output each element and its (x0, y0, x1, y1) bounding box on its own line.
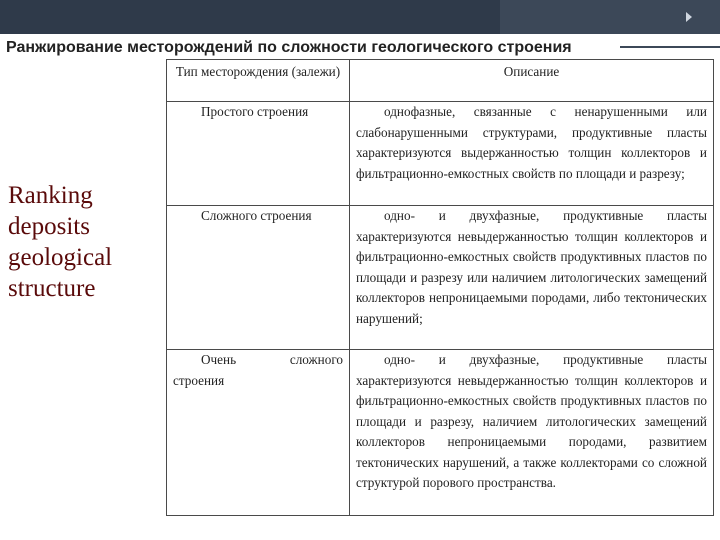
triangle-marker-icon (686, 12, 692, 22)
slide-top-bar (0, 0, 720, 34)
row-type-word: Очень (201, 352, 237, 367)
table-header-row (167, 60, 714, 102)
row-type: Сложного строения (167, 206, 350, 350)
table-row (167, 102, 714, 206)
header-description: Описание (350, 60, 714, 102)
row-description (350, 206, 714, 350)
side-caption (8, 180, 158, 304)
side-caption-line: structure (8, 275, 96, 302)
row-description-text: одно- и двухфазные, продуктивные пласты характеризуются невыдержанностью толщин коллекторов и фильтрационно-емкостных свойств продуктивных пластов по площади и разрезу, наличием литологических замещений коллекторов непроницаемыми породами, развитием тектонических нарушений, а также коллекторами со сложной структурой порового пространства. (356, 352, 707, 490)
slide-title: Ранжирование месторождений по сложности геологического строения (6, 39, 572, 56)
table (166, 59, 714, 516)
row-description-text: одно- и двухфазные, продуктивные пласты характеризуются невыдержанностью толщин коллекторов и фильтрационно-емкостных свойств продуктивных пластов по площади и разрезу или наличием литологических замещений коллекторов непроницаемыми породами, либо тектонических нарушений; (356, 208, 707, 326)
row-type-line: строения (173, 372, 225, 388)
table-row (167, 206, 714, 350)
row-type-word: сложного (289, 352, 343, 367)
side-caption-line: deposits (8, 213, 90, 240)
row-description-text: однофазные, связанные с ненарушенными или слабонарушенными структурами, продуктивные пласты характеризуются выдержанностью толщин коллекторов и фильтрационно-емкостных свойств по площади и разрезу; (356, 104, 707, 181)
deposit-ranking-table (166, 59, 714, 521)
table-row (167, 350, 714, 516)
row-type-line (173, 350, 343, 371)
row-description (350, 350, 714, 516)
header-type: Тип месторождения (залежи) (167, 60, 350, 102)
row-description (350, 102, 714, 206)
row-type (167, 350, 350, 516)
row-type: Простого строения (167, 102, 350, 206)
side-caption-line: geological (8, 244, 113, 271)
side-caption-line: Ranking (8, 182, 93, 209)
